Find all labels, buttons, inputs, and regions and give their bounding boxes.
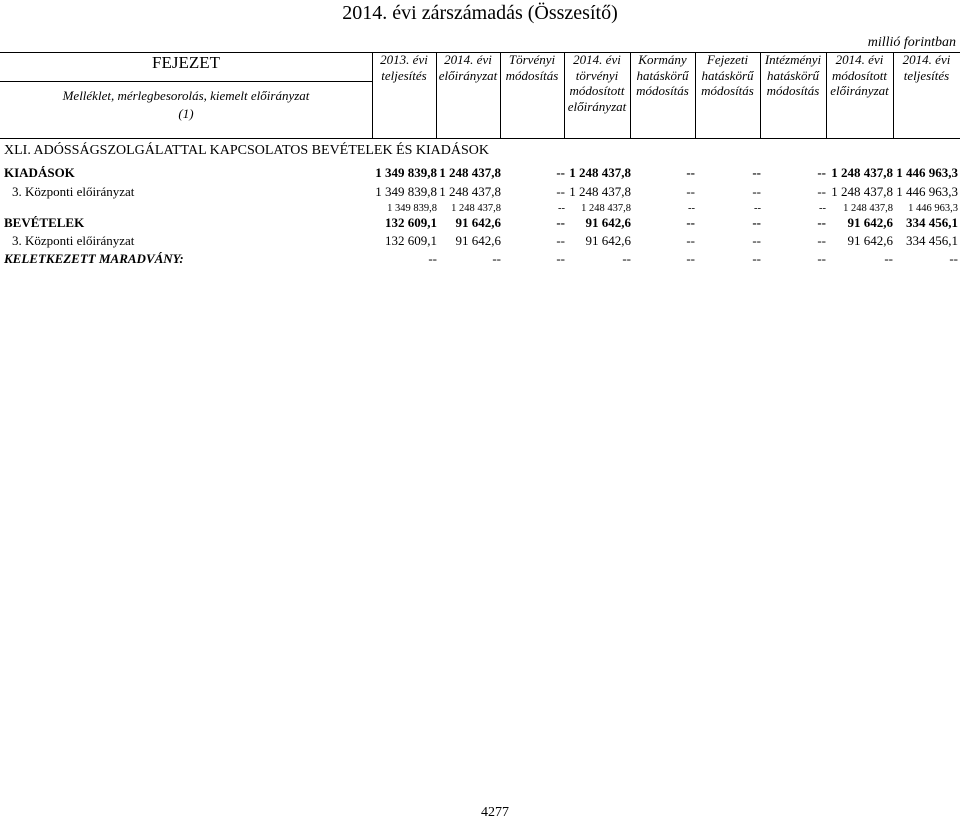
cell: -- bbox=[752, 215, 761, 230]
cell: -- bbox=[754, 203, 761, 214]
cell: -- bbox=[556, 215, 565, 230]
col-header-torvenyi-modositas: Törvényi módosítás bbox=[505, 52, 559, 83]
cell: -- bbox=[558, 203, 565, 214]
cell: 132 609,1 bbox=[385, 233, 437, 248]
cell: 1 349 839,8 bbox=[387, 203, 437, 214]
cell: 1 349 839,8 bbox=[375, 184, 437, 199]
page-title: 2014. évi zárszámadás (Összesítő) bbox=[342, 2, 618, 24]
cell: 1 248 437,8 bbox=[831, 165, 893, 180]
cell: -- bbox=[817, 233, 826, 248]
cell: 91 642,6 bbox=[847, 233, 893, 248]
row-label: BEVÉTELEK bbox=[4, 215, 85, 230]
cell: 91 642,6 bbox=[455, 233, 501, 248]
cell: 1 349 839,8 bbox=[375, 165, 437, 180]
melleklet-number: (1) bbox=[178, 106, 194, 121]
unit-label: millió forintban bbox=[867, 35, 956, 50]
cell: -- bbox=[817, 165, 826, 180]
cell: -- bbox=[819, 203, 826, 214]
row-label: 3. Központi előirányzat bbox=[12, 233, 135, 248]
row-label: 3. Központi előirányzat bbox=[12, 184, 135, 199]
cell: 91 642,6 bbox=[585, 215, 631, 230]
cell: 91 642,6 bbox=[455, 215, 501, 230]
section-title: XLI. ADÓSSÁGSZOLGÁLATTAL KAPCSOLATOS BEVÉTELEK ÉS KIADÁSOK bbox=[4, 143, 489, 158]
col-header-intezmenyi: Intézményi hatáskörű módosítás bbox=[764, 52, 822, 98]
cell: -- bbox=[686, 165, 695, 180]
cell: -- bbox=[949, 251, 958, 266]
cell: -- bbox=[688, 203, 695, 214]
cell: -- bbox=[686, 184, 695, 199]
cell: -- bbox=[817, 215, 826, 230]
cell: 1 446 963,3 bbox=[908, 203, 958, 214]
cell: 1 446 963,3 bbox=[896, 184, 958, 199]
page-number: 4277 bbox=[481, 805, 509, 820]
cell: -- bbox=[492, 251, 501, 266]
cell: -- bbox=[686, 233, 695, 248]
melleklet-label: Melléklet, mérlegbesorolás, kiemelt előirányzat bbox=[62, 88, 310, 103]
cell: 334 456,1 bbox=[906, 215, 958, 230]
cell: -- bbox=[686, 251, 695, 266]
col-header-2013-teljesites: 2013. évi teljesítés bbox=[380, 52, 428, 83]
cell: -- bbox=[817, 184, 826, 199]
cell: 1 248 437,8 bbox=[451, 203, 501, 214]
cell: 1 248 437,8 bbox=[843, 203, 893, 214]
col-header-fejezeti: Fejezeti hatáskörű módosítás bbox=[701, 52, 754, 98]
cell: -- bbox=[556, 165, 565, 180]
cell: -- bbox=[752, 233, 761, 248]
cell: 1 248 437,8 bbox=[439, 165, 501, 180]
cell: -- bbox=[752, 184, 761, 199]
cell: 91 642,6 bbox=[585, 233, 631, 248]
fejezet-label: FEJEZET bbox=[152, 53, 220, 72]
fejezet-header bbox=[0, 52, 372, 138]
row-label: KELETKEZETT MARADVÁNY: bbox=[4, 251, 184, 266]
cell: 91 642,6 bbox=[847, 215, 893, 230]
cell: -- bbox=[752, 165, 761, 180]
row-label: KIADÁSOK bbox=[4, 165, 75, 180]
cell: -- bbox=[556, 184, 565, 199]
cell: 1 446 963,3 bbox=[896, 165, 958, 180]
cell: -- bbox=[752, 251, 761, 266]
header-bottom-rule bbox=[0, 138, 960, 139]
col-header-torvenyi-modositott: 2014. évi törvényi módosított előirányzat bbox=[567, 52, 627, 114]
col-header-2014-eloiranyzat: 2014. évi előirányzat bbox=[438, 52, 498, 83]
cell: 1 248 437,8 bbox=[581, 203, 631, 214]
cell: 1 248 437,8 bbox=[831, 184, 893, 199]
cell: 1 248 437,8 bbox=[439, 184, 501, 199]
cell: 132 609,1 bbox=[385, 215, 437, 230]
cell: -- bbox=[884, 251, 893, 266]
col-header-2014-teljesites: 2014. évi teljesítés bbox=[902, 52, 951, 83]
col-header-kormany: Kormány hatáskörű módosítás bbox=[636, 52, 689, 98]
cell: -- bbox=[622, 251, 631, 266]
cell: 334 456,1 bbox=[906, 233, 958, 248]
cell: 1 248 437,8 bbox=[569, 165, 631, 180]
cell: -- bbox=[556, 251, 565, 266]
cell: 1 248 437,8 bbox=[569, 184, 631, 199]
cell: -- bbox=[817, 251, 826, 266]
cell: -- bbox=[556, 233, 565, 248]
cell: -- bbox=[428, 251, 437, 266]
cell: -- bbox=[686, 215, 695, 230]
col-header-modositott: 2014. évi módosított előirányzat bbox=[830, 52, 889, 98]
